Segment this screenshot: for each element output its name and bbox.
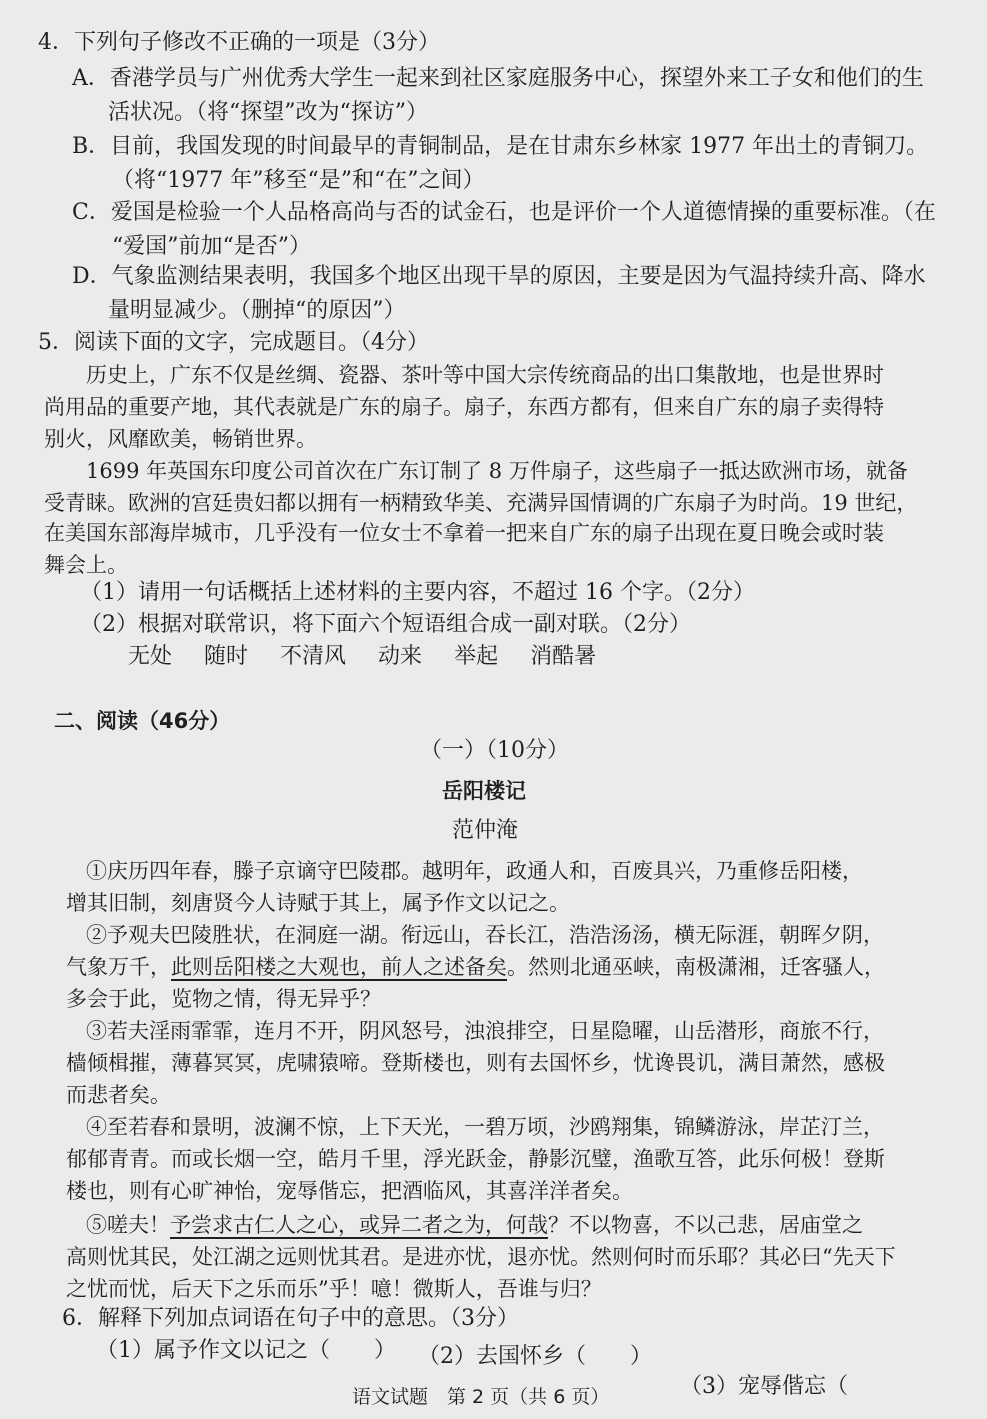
part-heading: （一）（10分） bbox=[420, 738, 569, 763]
q4-option-b-cont: （将“1977 年”移至“是”和“在”之间） bbox=[112, 168, 485, 193]
page-footer: 语文试题 第 2 页（共 6 页） bbox=[352, 1386, 610, 1408]
q5-stem: 5．阅读下面的文字，完成题目。（4分） bbox=[38, 330, 429, 355]
q4-option-c: C．爱国是检验一个人品格高尚与否的试金石，也是评价一个人道德情操的重要标准。（在 bbox=[72, 200, 936, 225]
q5-subquestion-1: （1）请用一句话概括上述材料的主要内容，不超过 16 个字。（2分） bbox=[80, 580, 755, 605]
q5-passage-line: 别火，风靡欧美，畅销世界。 bbox=[44, 427, 317, 451]
q4-option-a-cont: 活状况。（将“探望”改为“探访”） bbox=[108, 100, 428, 125]
phrase-item: 随时 bbox=[204, 644, 249, 669]
essay-line: ③若夫淫雨霏霏，连月不开，阴风怒号，浊浪排空，日星隐曜，山岳潜形，商旅不行， bbox=[86, 1019, 884, 1043]
essay-line: ④至若春和景明，波澜不惊，上下天光，一碧万顷，沙鸥翔集，锦鳞游泳，岸芷汀兰， bbox=[86, 1115, 884, 1139]
q4-stem: 4．下列句子修改不正确的一项是（3分） bbox=[38, 30, 440, 55]
q6-item-1: （1）属予作文以记之（ ） bbox=[96, 1338, 396, 1363]
q5-passage-line: 尚用品的重要产地，其代表就是广东的扇子。扇子，东西方都有，但来自广东的扇子卖得特 bbox=[44, 395, 884, 419]
essay-line: 楼也，则有心旷神怡，宠辱偕忘，把酒临风，其喜洋洋者矣。 bbox=[66, 1179, 633, 1203]
q5-passage-line: 在美国东部海岸城市，几乎没有一位女士不拿着一把来自广东的扇子出现在夏日晚会或时装 bbox=[44, 521, 884, 545]
essay-line: 气象万千，此则岳阳楼之大观也，前人之述备矣。然则北通巫峡，南极潇湘，迁客骚人， bbox=[66, 955, 885, 979]
phrase-item: 无处 bbox=[128, 644, 173, 669]
essay-line: 之忧而忧，后天下之乐而乐”乎！噫！微斯人，吾谁与归？ bbox=[66, 1277, 602, 1301]
phrase-item: 不清风 bbox=[280, 644, 347, 669]
essay-line: 高则忧其民，处江湖之远则忧其君。是进亦忧，退亦忧。然则何时而乐耶？其必曰“先天下 bbox=[66, 1245, 896, 1269]
essay-line: 多会于此，览物之情，得无异乎？ bbox=[66, 987, 381, 1011]
q4-option-a: A．香港学员与广州优秀大学生一起来到社区家庭服务中心，探望外来工子女和他们的生 bbox=[72, 66, 924, 91]
underlined-sentence: 此则岳阳楼之大观也，前人之述备矣 bbox=[171, 955, 507, 979]
q5-subquestion-2: （2）根据对联常识，将下面六个短语组合成一副对联。（2分） bbox=[80, 612, 691, 637]
phrase-item: 动来 bbox=[378, 644, 423, 669]
q4-option-c-cont: “爱国”前加“是否”） bbox=[112, 234, 311, 259]
q5-passage-line: 1699 年英国东印度公司首次在广东订制了 8 万件扇子，这些扇子一抵达欧洲市场，就备 bbox=[86, 459, 908, 483]
essay-line: ②予观夫巴陵胜状，在洞庭一湖。衔远山，吞长江，浩浩汤汤，横无际涯，朝晖夕阴， bbox=[86, 923, 884, 947]
essay-author: 范仲淹 bbox=[452, 818, 519, 843]
q6-item-2: （2）去国怀乡（ ） bbox=[418, 1344, 652, 1369]
q6-item-3: （3）宠辱偕忘（ bbox=[680, 1374, 848, 1399]
essay-line: 而悲者矣。 bbox=[66, 1083, 171, 1107]
underlined-sentence: 予尝求古仁人之心，或异二者之为，何哉 bbox=[170, 1213, 548, 1237]
q5-passage-line: 历史上，广东不仅是丝绸、瓷器、茶叶等中国大宗传统商品的出口集散地，也是世界时 bbox=[86, 363, 884, 387]
section-heading: 二、阅读（46分） bbox=[54, 709, 231, 733]
q4-option-d-cont: 量明显减少。（删掉“的原因”） bbox=[108, 298, 406, 323]
essay-line: 樯倾楫摧，薄暮冥冥，虎啸猿啼。登斯楼也，则有去国怀乡，忧谗畏讥，满目萧然，感极 bbox=[66, 1051, 885, 1075]
q4-option-d: D．气象监测结果表明，我国多个地区出现干旱的原因，主要是因为气温持续升高、降水 bbox=[72, 264, 926, 289]
q5-passage-line: 受青睐。欧洲的宫廷贵妇都以拥有一柄精致华美、充满异国情调的广东扇子为时尚。19 世纪， bbox=[44, 491, 918, 515]
essay-line: ⑤嗟夫！予尝求古仁人之心，或异二者之为，何哉？不以物喜，不以己悲，居庙堂之 bbox=[86, 1213, 863, 1237]
essay-line: 郁郁青青。而或长烟一空，皓月千里，浮光跃金，静影沉璧，渔歌互答，此乐何极！登斯 bbox=[66, 1147, 885, 1171]
phrase-item: 消酷暑 bbox=[530, 644, 597, 669]
q4-option-b: B．目前，我国发现的时间最早的青铜制品，是在甘肃东乡林家 1977 年出土的青铜刀。 bbox=[72, 134, 929, 159]
q5-passage-line: 舞会上。 bbox=[44, 553, 128, 577]
phrase-item: 举起 bbox=[454, 644, 499, 669]
couplet-phrases bbox=[128, 644, 628, 670]
essay-title: 岳阳楼记 bbox=[442, 779, 526, 803]
essay-line: 增其旧制，刻唐贤今人诗赋于其上，属予作文以记之。 bbox=[66, 891, 570, 915]
essay-line: ①庆历四年春，滕子京谪守巴陵郡。越明年，政通人和，百废具兴，乃重修岳阳楼， bbox=[86, 859, 863, 883]
q6-stem: 6．解释下列加点词语在句子中的意思。（3分） bbox=[62, 1306, 519, 1331]
